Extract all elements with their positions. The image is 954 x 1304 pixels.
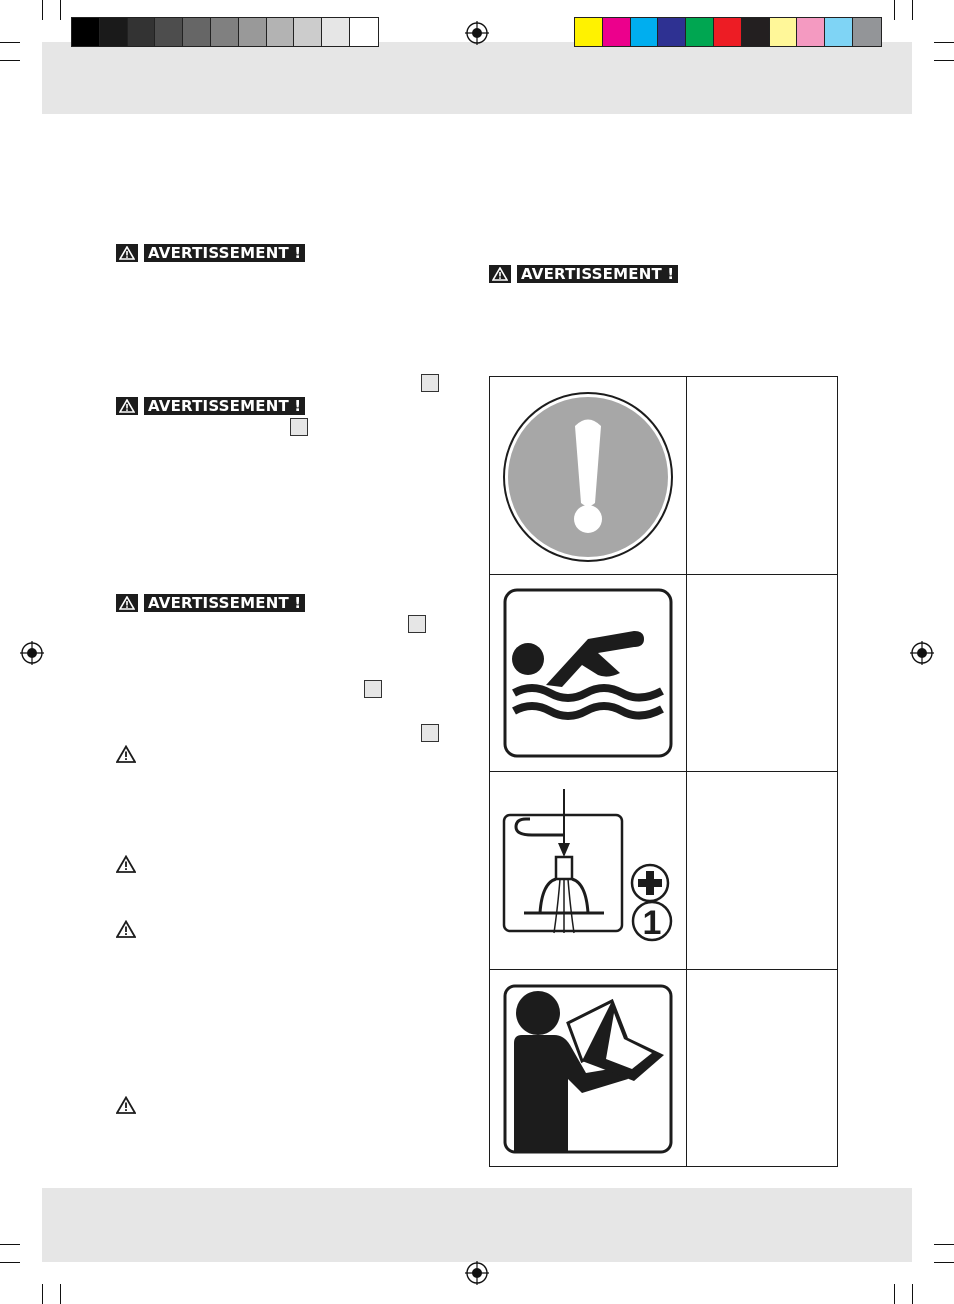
warning-label xyxy=(489,264,678,284)
gray-swatch xyxy=(350,18,378,46)
warning-label xyxy=(116,593,305,613)
crop-mark xyxy=(42,0,43,20)
reference-box xyxy=(421,374,439,392)
table-row-divider xyxy=(490,574,837,575)
registration-mark-icon xyxy=(465,21,489,45)
warning-triangle-icon xyxy=(116,745,136,763)
gray-swatch xyxy=(72,18,100,46)
crop-mark xyxy=(0,1262,20,1263)
warning-label-text: AVERTISSEMENT ! xyxy=(144,397,305,415)
color-swatch xyxy=(742,18,770,46)
crop-mark xyxy=(0,60,20,61)
gray-swatch xyxy=(128,18,156,46)
warning-triangle-icon xyxy=(489,265,511,283)
warning-triangle-icon xyxy=(116,397,138,415)
gray-swatch xyxy=(322,18,350,46)
color-swatch xyxy=(770,18,798,46)
color-swatch xyxy=(686,18,714,46)
crop-mark xyxy=(934,1262,954,1263)
crop-mark xyxy=(60,1284,61,1304)
crop-mark xyxy=(42,1284,43,1304)
gray-swatch xyxy=(294,18,322,46)
exclamation-circle-icon xyxy=(502,391,674,563)
color-swatch xyxy=(714,18,742,46)
crop-mark xyxy=(60,0,61,20)
registration-mark-icon xyxy=(465,1261,489,1285)
pool-valve-icon xyxy=(502,785,674,945)
crop-mark xyxy=(934,42,954,43)
crop-mark xyxy=(0,1244,20,1245)
color-swatch xyxy=(853,18,881,46)
reference-box xyxy=(421,724,439,742)
warning-label-text: AVERTISSEMENT ! xyxy=(517,265,678,283)
pictogram-table xyxy=(489,376,838,1167)
gray-swatch xyxy=(100,18,128,46)
color-swatch xyxy=(575,18,603,46)
gray-swatch xyxy=(183,18,211,46)
crop-mark xyxy=(894,0,895,20)
warning-label-text: AVERTISSEMENT ! xyxy=(144,594,305,612)
crop-mark xyxy=(0,42,20,43)
reference-box xyxy=(290,418,308,436)
crop-mark xyxy=(894,1284,895,1304)
warning-label xyxy=(116,396,305,416)
color-swatch xyxy=(825,18,853,46)
crop-mark xyxy=(934,60,954,61)
reference-box xyxy=(408,615,426,633)
color-swatch xyxy=(603,18,631,46)
table-row-divider xyxy=(490,771,837,772)
registration-mark-icon xyxy=(910,641,934,665)
gray-swatch xyxy=(211,18,239,46)
color-swatch xyxy=(658,18,686,46)
warning-triangle-icon xyxy=(116,920,136,938)
warning-triangle-icon xyxy=(116,244,138,262)
swimmer-icon xyxy=(502,587,674,759)
warning-triangle-icon xyxy=(116,1096,136,1114)
valve-number-label: 1 xyxy=(642,904,662,942)
gray-swatch xyxy=(155,18,183,46)
color-swatch xyxy=(797,18,825,46)
footer-band xyxy=(42,1188,912,1262)
gray-swatch xyxy=(267,18,295,46)
reference-box xyxy=(364,680,382,698)
header-band xyxy=(42,42,912,114)
warning-triangle-icon xyxy=(116,855,136,873)
color-swatch xyxy=(631,18,659,46)
warning-triangle-icon xyxy=(116,594,138,612)
table-row-divider xyxy=(490,969,837,970)
warning-label xyxy=(116,243,305,263)
gray-swatch xyxy=(239,18,267,46)
registration-mark-icon xyxy=(20,641,44,665)
crop-mark xyxy=(912,1284,913,1304)
warning-label-text: AVERTISSEMENT ! xyxy=(144,244,305,262)
read-manual-icon xyxy=(502,983,674,1155)
crop-mark xyxy=(934,1244,954,1245)
crop-mark xyxy=(912,0,913,20)
